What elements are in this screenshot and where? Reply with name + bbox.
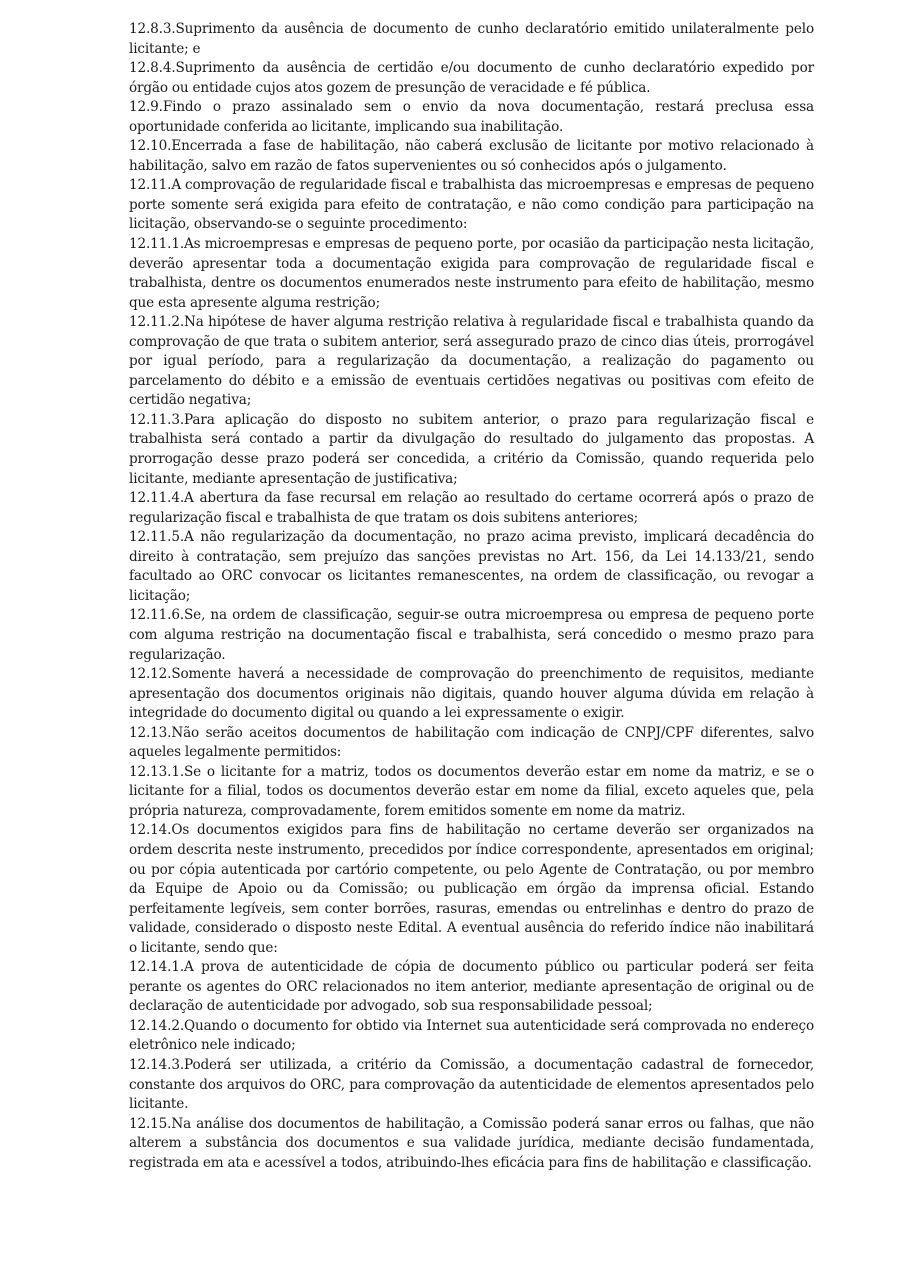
clause-12-12: 12.12.Somente haverá a necessidade de comprovação do preenchimento de requisitos, mediante apresentação dos documentos originais não digitais, quando houver alguma dúvida em relação à integridade do documento digital ou quando a lei expressamente o exigir. bbox=[129, 666, 814, 722]
clause-12-15: 12.15.Na análise dos documentos de habilitação, a Comissão poderá sanar erros ou falhas, que não alterem a substância dos documentos e sua validade jurídica, mediante decisão fundamentada, registrada em ata e acessível a todos, atribuindo-lhes eficácia para fins de habilitação e classificação. bbox=[129, 1115, 814, 1171]
clause-12-8-4: 12.8.4.Suprimento da ausência de certidão e/ou documento de cunho declaratório expedido por órgão ou entidade cujos atos gozem de presunção de veracidade e fé pública. bbox=[129, 60, 814, 96]
clause-12-13: 12.13.Não serão aceitos documentos de habilitação com indicação de CNPJ/CPF diferentes, salvo aqueles legalmente permitidos: bbox=[129, 724, 814, 761]
clause-12-11-6: 12.11.6.Se, na ordem de classificação, seguir-se outra microempresa ou empresa de pequeno porte com alguma restrição na documentação fiscal e trabalhista, será concedido o mesmo prazo para regularização. bbox=[129, 607, 814, 663]
clause-12-11: 12.11.A comprovação de regularidade fiscal e trabalhista das microempresas e empresas de pequeno porte somente será exigida para efeito de contratação, e não como condição para participação na licitação, observando-se o seguinte procedimento: bbox=[129, 177, 814, 233]
clause-12-11-5: 12.11.5.A não regularização da documentação, no prazo acima previsto, implicará decadência do direito à contratação, sem prejuízo das sanções previstas no Art. 156, da Lei 14.133/21, sendo facultado ao ORC convocar os licitantes remanescentes, na ordem de classificação, ou revogar a licitação; bbox=[129, 529, 814, 604]
clause-12-14-2: 12.14.2.Quando o documento for obtido via Internet sua autenticidade será comprovada no endereço eletrônico nele indicado; bbox=[129, 1017, 814, 1054]
clause-12-9: 12.9.Findo o prazo assinalado sem o envio da nova documentação, restará preclusa essa oportunidade conferida ao licitante, implicando sua inabilitação. bbox=[129, 99, 814, 135]
clause-12-11-1: 12.11.1.As microempresas e empresas de pequeno porte, por ocasião da participação nesta licitação, deverão apresentar toda a documentação exigida para comprovação de regularidade fiscal e trabalhista, dentre os documentos enumerados neste instrumento para efeito de habilitação, mesmo que esta apresente alguma restrição; bbox=[129, 236, 814, 311]
document-body bbox=[129, 20, 814, 1173]
clause-12-11-2: 12.11.2.Na hipótese de haver alguma restrição relativa à regularidade fiscal e trabalhista quando da comprovação de que trata o subitem anterior, será assegurado prazo de cinco dias úteis, prorrogável por igual período, para a regularização da documentação, a realização do pagamento ou parcelamento do débito e a emissão de eventuais certidões negativas ou positivas com efeito de certidão negativa; bbox=[129, 314, 814, 409]
clause-12-11-4: 12.11.4.A abertura da fase recursal em relação ao resultado do certame ocorrerá após o prazo de regularização fiscal e trabalhista de que tratam os dois subitens anteriores; bbox=[129, 490, 814, 526]
clause-12-14-1: 12.14.1.A prova de autenticidade de cópia de documento público ou particular poderá ser feita perante os agentes do ORC relacionados no item anterior, mediante apresentação de original ou de declaração de autenticidade por advogado, sob sua responsabilidade pessoal; bbox=[129, 959, 814, 1015]
clause-12-14-3: 12.14.3.Poderá ser utilizada, a critério da Comissão, a documentação cadastral de fornecedor, constante dos arquivos do ORC, para comprovação da autenticidade de elementos apresentados pelo licitante. bbox=[129, 1056, 814, 1113]
clause-12-14: 12.14.Os documentos exigidos para fins de habilitação no certame deverão ser organizados na ordem descrita neste instrumento, precedidos por índice correspondente, apresentados em original; ou por cópia autenticada por cartório competente, ou pelo Agente de Contratação, ou por membro da Equipe de Apoio ou da Comissão; ou publicação em órgão da imprensa oficial. Estando perfeitamente legíveis, sem conter borrões, rasuras, emendas ou entrelinhas e dentro do prazo de validade, considerado o disposto neste Edital. A eventual ausência do referido índice não inabilitará o licitante, sendo que: bbox=[129, 822, 814, 956]
clause-12-8-3: 12.8.3.Suprimento da ausência de documento de cunho declaratório emitido unilateralmente pelo licitante; e bbox=[129, 21, 814, 57]
clause-12-11-3: 12.11.3.Para aplicação do disposto no subitem anterior, o prazo para regularização fiscal e trabalhista será contado a partir da divulgação do resultado do julgamento das propostas. A prorrogação desse prazo poderá ser concedida, a critério da Comissão, quando requerida pelo licitante, mediante apresentação de justificativa; bbox=[129, 411, 814, 487]
clause-12-13-1: 12.13.1.Se o licitante for a matriz, todos os documentos deverão estar em nome da matriz, e se o licitante for a filial, todos os documentos deverão estar em nome da filial, exceto aqueles que, pela própria natureza, comprovadamente, forem emitidos somente em nome da matriz. bbox=[129, 763, 814, 819]
clause-12-10: 12.10.Encerrada a fase de habilitação, não caberá exclusão de licitante por motivo relacionado à habilitação, salvo em razão de fatos supervenientes ou só conhecidos após o julgamento. bbox=[129, 138, 814, 174]
